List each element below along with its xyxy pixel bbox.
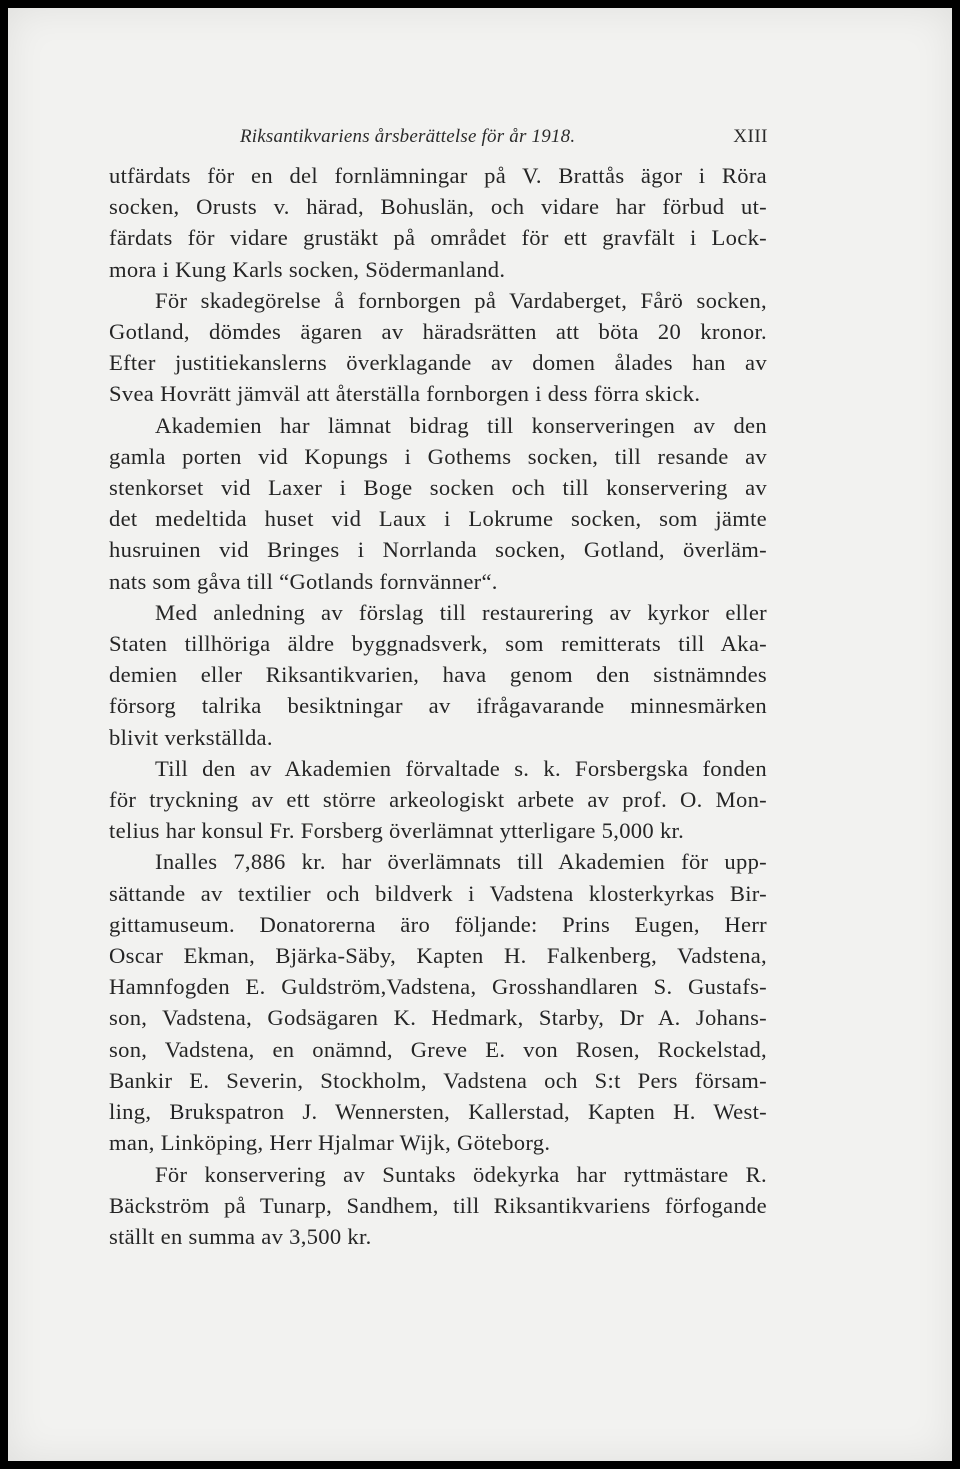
text-line: demien eller Riksantikvarien, hava genom den sistnämndes <box>109 662 767 688</box>
text-line: Oscar Ekman, Bjärka-Säby, Kapten H. Falkenberg, Vadstena, <box>109 943 767 969</box>
text-line: sättande av textilier och bildverk i Vadstena klosterkyrkas Bir- <box>109 880 767 906</box>
text-line: son, Vadstena, en onämnd, Greve E. von Rosen, Rockelstad, <box>109 1036 767 1062</box>
page-header <box>240 126 768 148</box>
text-line: det medeltida huset vid Laux i Lokrume socken, som jämte <box>109 506 767 532</box>
text-line: nats som gåva till “Gotlands fornvänner“. <box>109 568 498 594</box>
text-line: Svea Hovrätt jämväl att återställa fornborgen i dess förra skick. <box>109 381 701 407</box>
document-page <box>8 8 952 1461</box>
text-line: För konservering av Suntaks ödekyrka har ryttmästare R. <box>155 1161 767 1187</box>
text-line: Hamnfogden E. Guldström,Vadstena, Grosshandlaren S. Gustafs- <box>109 974 767 1000</box>
text-line: gittamuseum. Donatorerna äro följande: Prins Eugen, Herr <box>109 911 767 937</box>
text-line: Efter justitiekanslerns överklagande av domen ålades han av <box>109 350 767 376</box>
text-line: man, Linköping, Herr Hjalmar Wijk, Göteborg. <box>109 1130 551 1156</box>
text-line: Akademien har lämnat bidrag till konserveringen av den <box>155 412 767 438</box>
text-line: ling, Brukspatron J. Wennersten, Kallerstad, Kapten H. West- <box>109 1099 767 1125</box>
text-line: blivit verkställda. <box>109 724 273 750</box>
text-line: husruinen vid Bringes i Norrlanda socken, Gotland, överläm- <box>109 537 767 563</box>
paragraph <box>109 160 767 285</box>
text-line: utfärdats för en del fornlämningar på V. Brattås ägor i Röra <box>109 163 767 188</box>
text-line: Inalles 7,886 kr. har överlämnats till Akademien för upp- <box>155 849 767 875</box>
paragraph <box>109 1159 767 1253</box>
text-line: telius har konsul Fr. Forsberg överlämnat ytterligare 5,000 kr. <box>109 818 685 844</box>
paragraph <box>109 410 767 597</box>
text-line: gamla porten vid Kopungs i Gothems socken, till resande av <box>109 443 767 469</box>
text-line: Bankir E. Severin, Stockholm, Vadstena och S:t Pers försam- <box>109 1067 767 1093</box>
page-number: XIII <box>733 126 768 147</box>
paragraph <box>109 597 767 753</box>
text-line: stenkorset vid Laxer i Boge socken och till konservering av <box>109 475 767 501</box>
text-line: för tryckning av ett större arkeologiskt arbete av prof. O. Mon- <box>109 787 767 813</box>
text-line: För skadegörelse å fornborgen på Vardaberget, Fårö socken, <box>155 287 767 313</box>
paragraph <box>109 846 767 1158</box>
text-line: Staten tillhöriga äldre byggnadsverk, som remitterats till Aka- <box>109 631 767 657</box>
running-title: Riksantikvariens årsberättelse för år 1918. <box>240 126 576 147</box>
paragraph <box>109 753 767 847</box>
text-line: Till den av Akademien förvaltade s. k. Forsbergska fonden <box>155 755 767 781</box>
text-line: son, Vadstena, Godsägaren K. Hedmark, Starby, Dr A. Johans- <box>109 1005 767 1031</box>
text-line: Gotland, dömdes ägaren av häradsrätten att böta 20 kronor. <box>109 319 767 345</box>
body-text <box>109 160 767 1252</box>
paragraph <box>109 285 767 410</box>
text-line: färdats för vidare grustäkt på området för ett gravfält i Lock- <box>109 225 767 251</box>
text-line: ställt en summa av 3,500 kr. <box>109 1223 372 1249</box>
text-line: försorg talrika besiktningar av ifrågavarande minnesmärken <box>109 693 767 719</box>
text-line: Med anledning av förslag till restaurering av kyrkor eller <box>155 599 767 625</box>
text-line: mora i Kung Karls socken, Södermanland. <box>109 256 506 282</box>
text-line: socken, Orusts v. härad, Bohuslän, och vidare har förbud ut- <box>109 194 767 220</box>
text-line: Bäckström på Tunarp, Sandhem, till Riksantikvariens förfogande <box>109 1192 767 1218</box>
